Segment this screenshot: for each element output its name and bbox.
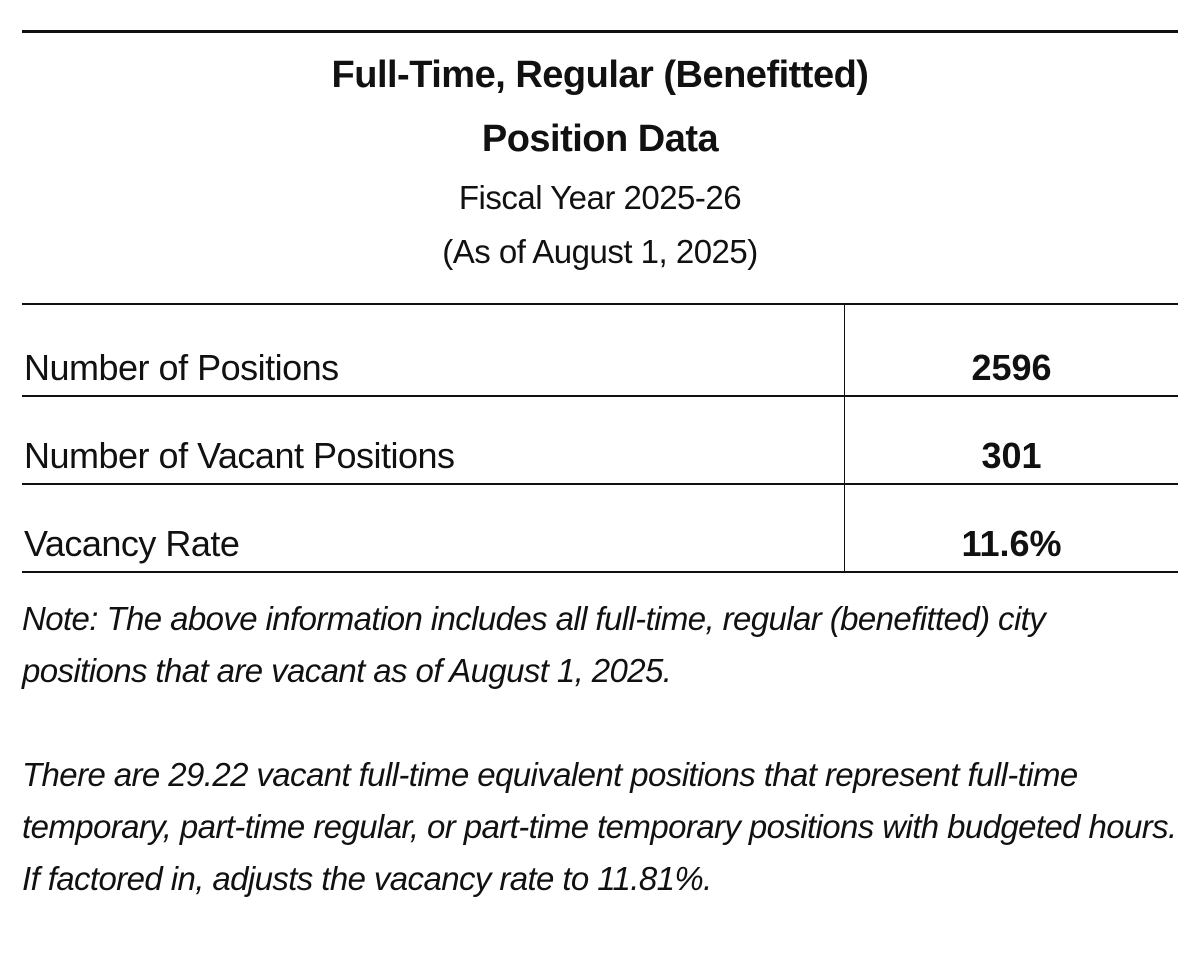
row-label: Number of Vacant Positions — [22, 396, 845, 484]
notes-section — [22, 593, 1178, 905]
fiscal-year: Fiscal Year 2025-26 — [458, 179, 742, 216]
note-paragraph-1: Note: The above information includes all full-time, regular (benefitted) city positions that are vacant as of August 1, 2025. — [22, 600, 1046, 689]
table-row — [22, 396, 1178, 484]
title-line-2: Position Data — [481, 118, 719, 160]
table-row — [22, 484, 1178, 572]
row-value: 301 — [845, 396, 1179, 484]
row-value: 2596 — [845, 304, 1179, 396]
row-label: Vacancy Rate — [22, 484, 845, 572]
document-header — [22, 33, 1178, 279]
note-paragraph-2: There are 29.22 vacant full-time equivalent positions that represent full-time temporary, part-time regular, or part-time temporary positions with budgeted hours. If factored in, adjusts the vacancy rate to 11.81%. — [22, 756, 1177, 897]
title-line-1: Full-Time, Regular (Benefitted) — [331, 54, 869, 96]
row-label: Number of Positions — [22, 304, 845, 396]
as-of-date: (As of August 1, 2025) — [442, 233, 758, 270]
table-row — [22, 304, 1178, 396]
row-value: 11.6% — [845, 484, 1179, 572]
position-data-document — [22, 30, 1178, 957]
position-data-table — [22, 303, 1178, 573]
